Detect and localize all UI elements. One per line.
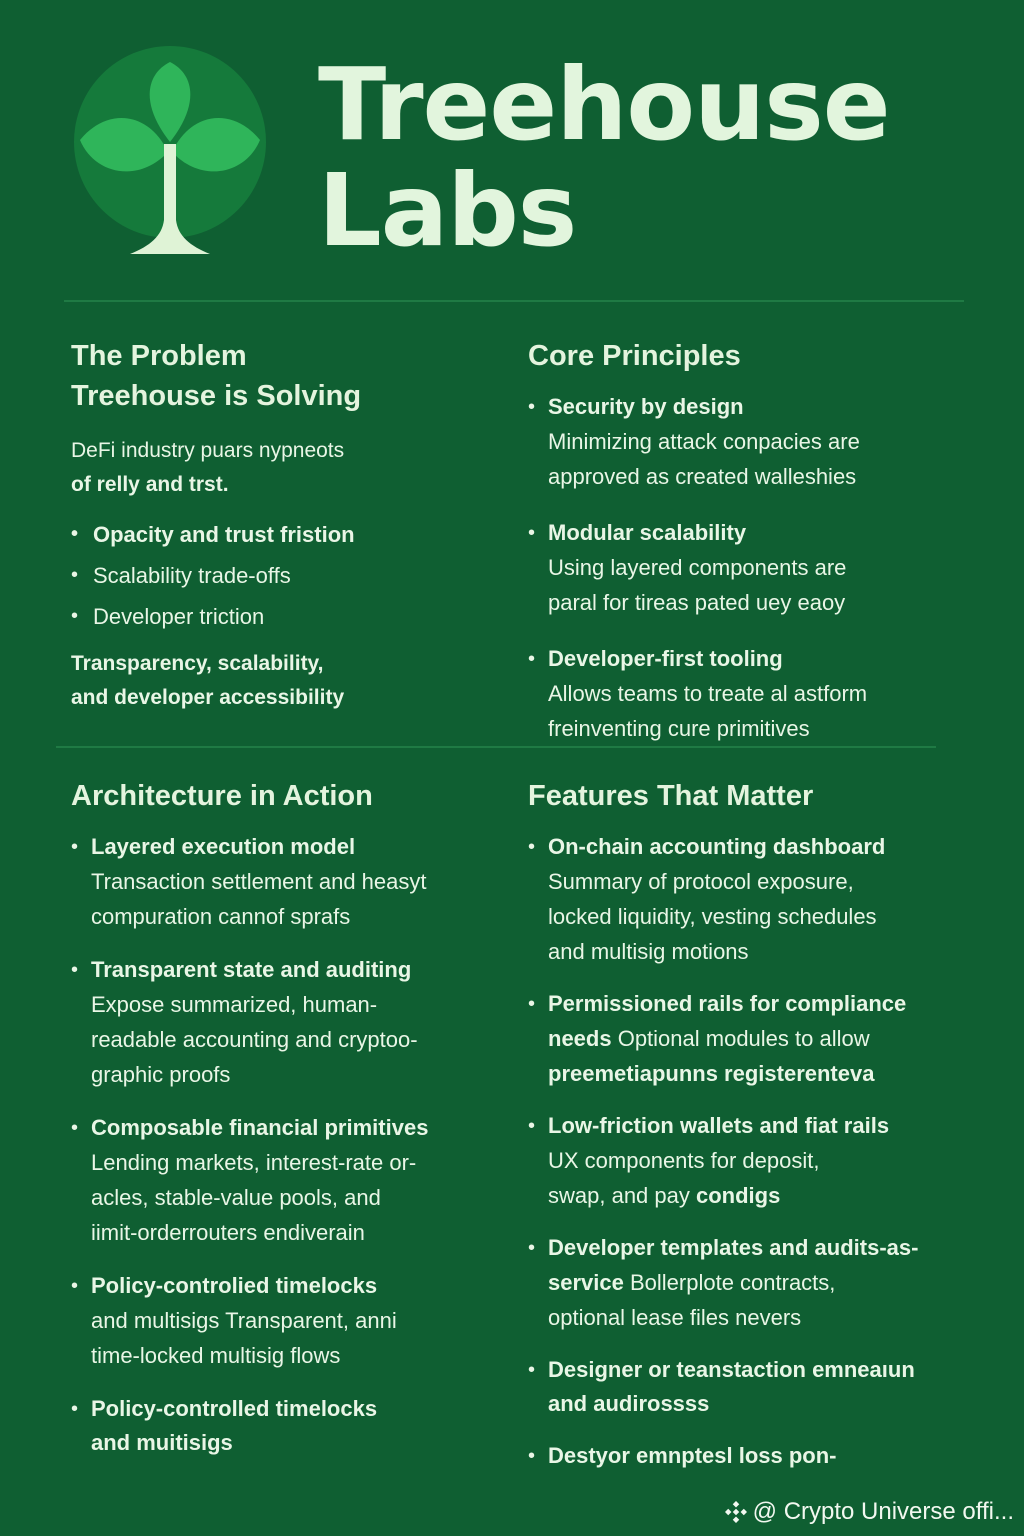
feature-desc-inline: Optional modules to allow bbox=[611, 1026, 870, 1051]
principle-desc: paral for tireas pated uey eaoy bbox=[548, 590, 846, 615]
problem-closing-line2: and developer accessibility bbox=[71, 686, 345, 709]
list-item bbox=[528, 642, 968, 746]
architecture-item-title: • Transparent state and auditing bbox=[91, 957, 412, 982]
watermark bbox=[725, 1498, 1014, 1526]
brand-title-line2: Labs bbox=[318, 152, 577, 269]
architecture-item-desc: graphic proofs bbox=[91, 1062, 231, 1087]
problem-item-label: Developer triction bbox=[93, 604, 265, 629]
problem-intro-line2: of relly and trst. bbox=[71, 473, 229, 496]
principle-title: • Security by design bbox=[548, 394, 744, 419]
principle-title: • Developer-first tooling bbox=[548, 646, 783, 671]
architecture-item-title: • Layered execution model bbox=[91, 834, 356, 859]
problem-section bbox=[71, 336, 491, 715]
list-item bbox=[71, 1111, 491, 1250]
features-section bbox=[528, 776, 968, 1491]
list-item bbox=[528, 1353, 968, 1421]
problem-intro-line1: DeFi industry puars nypneots bbox=[71, 439, 345, 462]
feature-title-cont: needs bbox=[548, 1026, 612, 1051]
feature-desc-part: swap, and pay bbox=[548, 1183, 690, 1208]
principle-desc: Allows teams to treate al astform bbox=[548, 681, 868, 706]
features-list bbox=[528, 830, 968, 1473]
list-item bbox=[71, 514, 491, 555]
feature-title: • Destyor emnptesl loss pon- bbox=[548, 1443, 837, 1468]
list-item bbox=[71, 596, 491, 637]
feature-desc: optional lease files nevers bbox=[548, 1305, 802, 1330]
feature-title-cont: service bbox=[548, 1270, 624, 1295]
middle-divider bbox=[56, 746, 936, 748]
architecture-item-desc: and multisigs Transparent, anni bbox=[91, 1308, 397, 1333]
architecture-item-desc: compuration cannof sprafs bbox=[91, 904, 351, 929]
principle-desc: Using layered components are bbox=[548, 555, 847, 580]
architecture-item-desc: iimit-orderrouters endiverain bbox=[91, 1220, 365, 1245]
architecture-item-desc: readable accounting and cryptoo- bbox=[91, 1027, 418, 1052]
list-item bbox=[71, 555, 491, 596]
feature-desc-inline: Bollerplote contracts, bbox=[623, 1270, 836, 1295]
list-item bbox=[528, 830, 968, 969]
feature-desc: locked liquidity, vesting schedules bbox=[548, 904, 877, 929]
architecture-item-desc: acles, stable-value pools, and bbox=[91, 1185, 381, 1210]
architecture-title: Architecture in Action bbox=[71, 780, 373, 812]
principle-desc: Minimizing attack conpacies are bbox=[548, 429, 860, 454]
list-item bbox=[528, 1109, 968, 1213]
list-item bbox=[528, 987, 968, 1091]
feature-title: • On-chain accounting dashboard bbox=[548, 834, 886, 859]
feature-desc bbox=[548, 1265, 968, 1300]
feature-title: • Designer or teanstaction emneaıun bbox=[548, 1357, 915, 1382]
principle-desc: approved as created walleshies bbox=[548, 464, 857, 489]
architecture-list bbox=[71, 830, 491, 1460]
list-item bbox=[71, 830, 491, 934]
brand-title bbox=[318, 46, 890, 269]
feature-desc: preemetiapunns registerenteva bbox=[548, 1061, 875, 1086]
architecture-item-desc: time-locked multisig flows bbox=[91, 1343, 341, 1368]
feature-desc-bold: condigs bbox=[689, 1183, 781, 1208]
list-item bbox=[528, 1231, 968, 1335]
watermark-text: @ Crypto Universe offi... bbox=[752, 1498, 1014, 1525]
problem-item-label: Scalability trade-offs bbox=[93, 563, 291, 588]
architecture-item-desc: Transaction settlement and heasyt bbox=[91, 869, 427, 894]
feature-desc: and multisig motions bbox=[548, 939, 749, 964]
features-title: Features That Matter bbox=[528, 780, 814, 812]
feature-desc bbox=[548, 1021, 968, 1056]
list-item bbox=[71, 1269, 491, 1373]
problem-intro bbox=[71, 434, 491, 502]
principles-list bbox=[528, 390, 968, 746]
list-item bbox=[71, 953, 491, 1092]
problem-closing bbox=[71, 647, 491, 715]
brand-title-line1: Treehouse bbox=[318, 46, 890, 163]
architecture-item-title: • Policy-controlled timelocks bbox=[91, 1396, 378, 1421]
problem-title bbox=[71, 336, 491, 416]
top-divider bbox=[64, 300, 964, 302]
principles-section bbox=[528, 336, 968, 768]
architecture-item-desc: Expose summarized, human- bbox=[91, 992, 378, 1017]
architecture-item-title: • Composable financial primitives bbox=[91, 1115, 429, 1140]
feature-title: • Permissioned rails for compliance bbox=[548, 991, 907, 1016]
principle-desc: freinventing cure primitives bbox=[548, 716, 810, 741]
feature-desc bbox=[548, 1178, 968, 1213]
architecture-section bbox=[71, 776, 491, 1479]
list-item bbox=[528, 516, 968, 620]
tree-logo-icon bbox=[72, 44, 268, 260]
binance-diamond-icon bbox=[725, 1501, 747, 1523]
feature-desc: UX components for deposit, bbox=[548, 1148, 820, 1173]
architecture-item-title: and muitisigs bbox=[91, 1430, 233, 1455]
problem-title-line1: The Problem bbox=[71, 340, 247, 372]
feature-desc: Summary of protocol exposure, bbox=[548, 869, 854, 894]
problem-closing-line1: Transparency, scalability, bbox=[71, 652, 324, 675]
problem-title-line2: Treehouse is Solving bbox=[71, 380, 362, 412]
feature-title: • Developer templates and audits-as- bbox=[548, 1235, 919, 1260]
problem-list bbox=[71, 514, 491, 637]
architecture-item-title: • Policy-controlied timelocks bbox=[91, 1273, 378, 1298]
list-item bbox=[528, 390, 968, 494]
list-item bbox=[71, 1392, 491, 1460]
principle-title: • Modular scalability bbox=[548, 520, 747, 545]
principles-title: Core Principles bbox=[528, 340, 741, 372]
architecture-item-desc: Lending markets, interest-rate or- bbox=[91, 1150, 417, 1175]
problem-item-label: Opacity and trust fristion bbox=[93, 522, 355, 547]
feature-title: • Low-friction wallets and fiat rails bbox=[548, 1113, 890, 1138]
list-item bbox=[528, 1439, 968, 1473]
feature-title: and audirossss bbox=[548, 1391, 710, 1416]
